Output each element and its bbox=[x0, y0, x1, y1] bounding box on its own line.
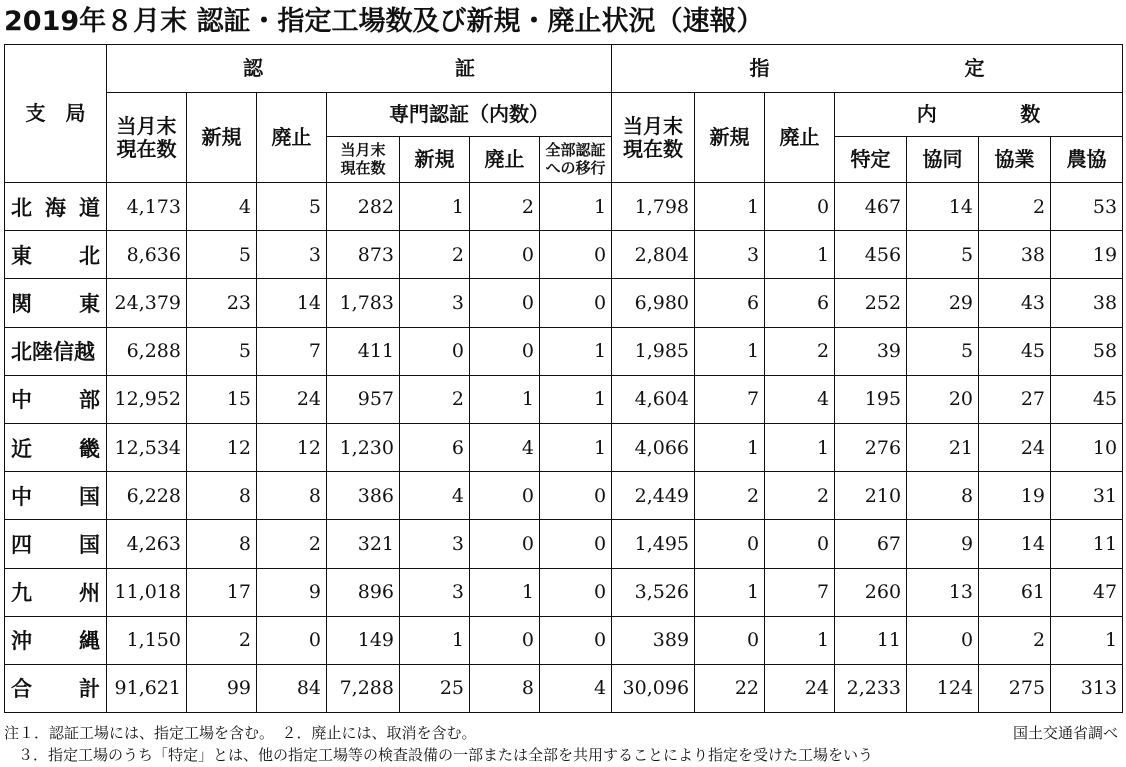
cell-value: 1 bbox=[540, 327, 612, 375]
cell-value: 6,288 bbox=[107, 327, 187, 375]
branch-name bbox=[5, 183, 107, 231]
cell-value: 0 bbox=[470, 520, 540, 568]
cell-value: 2 bbox=[695, 472, 765, 520]
header-spec-transfer: 全部認証 への移行 bbox=[540, 137, 612, 183]
cell-value: 25 bbox=[400, 664, 470, 712]
cell-value: 45 bbox=[1051, 375, 1123, 423]
branch-char: 縄 bbox=[79, 629, 100, 654]
header-spec-abolish: 廃止 bbox=[470, 137, 540, 183]
cell-value: 0 bbox=[765, 183, 835, 231]
branch-char: 国 bbox=[79, 484, 100, 509]
cell-value: 252 bbox=[835, 279, 907, 327]
branch-char: 部 bbox=[79, 388, 100, 413]
cell-value: 0 bbox=[540, 520, 612, 568]
cell-value: 0 bbox=[695, 520, 765, 568]
cell-value: 4 bbox=[765, 375, 835, 423]
branch-name bbox=[5, 616, 107, 664]
cell-value: 957 bbox=[327, 375, 400, 423]
cell-value: 4 bbox=[470, 423, 540, 471]
cell-value: 0 bbox=[470, 327, 540, 375]
header-desig-new: 新規 bbox=[695, 93, 765, 183]
cell-value: 27 bbox=[979, 375, 1051, 423]
branch-name bbox=[5, 520, 107, 568]
table-body bbox=[5, 183, 1123, 713]
cell-value: 12,534 bbox=[107, 423, 187, 471]
cell-value: 6,228 bbox=[107, 472, 187, 520]
cell-value: 91,621 bbox=[107, 664, 187, 712]
cell-value: 124 bbox=[907, 664, 979, 712]
cell-value: 896 bbox=[327, 568, 400, 616]
cell-value: 2 bbox=[979, 616, 1051, 664]
cell-value: 10 bbox=[1051, 423, 1123, 471]
cell-value: 1,783 bbox=[327, 279, 400, 327]
cell-value: 39 bbox=[835, 327, 907, 375]
cell-value: 3 bbox=[400, 279, 470, 327]
table-row bbox=[5, 231, 1123, 279]
cell-value: 47 bbox=[1051, 568, 1123, 616]
cell-value: 8 bbox=[470, 664, 540, 712]
cell-value: 386 bbox=[327, 472, 400, 520]
cell-value: 389 bbox=[612, 616, 695, 664]
table-row bbox=[5, 664, 1123, 712]
cell-value: 3 bbox=[257, 231, 327, 279]
cell-value: 5 bbox=[907, 327, 979, 375]
table-row bbox=[5, 279, 1123, 327]
cell-value: 15 bbox=[187, 375, 257, 423]
cell-value: 3 bbox=[400, 520, 470, 568]
table-row bbox=[5, 520, 1123, 568]
branch-char: 海 bbox=[45, 195, 66, 220]
cell-value: 6 bbox=[400, 423, 470, 471]
table-row bbox=[5, 472, 1123, 520]
cell-value: 0 bbox=[540, 472, 612, 520]
cell-value: 1 bbox=[540, 423, 612, 471]
cell-value: 2 bbox=[187, 616, 257, 664]
cell-value: 1 bbox=[765, 616, 835, 664]
cell-value: 31 bbox=[1051, 472, 1123, 520]
cell-value: 313 bbox=[1051, 664, 1123, 712]
cell-value: 4,066 bbox=[612, 423, 695, 471]
cell-value: 4 bbox=[400, 472, 470, 520]
cell-value: 17 bbox=[187, 568, 257, 616]
cell-value: 24 bbox=[765, 664, 835, 712]
header-nokyo: 農協 bbox=[1051, 137, 1123, 183]
cell-value: 7 bbox=[695, 375, 765, 423]
branch-name bbox=[5, 375, 107, 423]
cell-value: 321 bbox=[327, 520, 400, 568]
cell-value: 0 bbox=[695, 616, 765, 664]
cell-value: 873 bbox=[327, 231, 400, 279]
cell-value: 1 bbox=[1051, 616, 1123, 664]
footnotes bbox=[4, 722, 1122, 766]
cell-value: 0 bbox=[540, 568, 612, 616]
cell-value: 24 bbox=[257, 375, 327, 423]
footnote-3: ３．指定工場のうち「特定」とは、他の指定工場等の検査設備の一部または全部を共用することにより指定を受けた工場をいう bbox=[18, 746, 874, 764]
cell-value: 0 bbox=[470, 231, 540, 279]
branch-char: 近 bbox=[11, 436, 32, 461]
cell-value: 2 bbox=[257, 520, 327, 568]
header-kyodo: 協同 bbox=[907, 137, 979, 183]
header-cert-new: 新規 bbox=[187, 93, 257, 183]
branch-char: 北陸信越 bbox=[11, 340, 95, 365]
cell-value: 53 bbox=[1051, 183, 1123, 231]
cell-value: 2,233 bbox=[835, 664, 907, 712]
page-title: 2019年８月末 認証・指定工場数及び新規・廃止状況（速報） bbox=[4, 6, 764, 37]
header-kyogyo: 協業 bbox=[979, 137, 1051, 183]
cell-value: 0 bbox=[400, 327, 470, 375]
branch-char: 中 bbox=[11, 484, 32, 509]
cell-value: 0 bbox=[470, 279, 540, 327]
header-desig-abolish: 廃止 bbox=[765, 93, 835, 183]
cell-value: 30,096 bbox=[612, 664, 695, 712]
cell-value: 8 bbox=[187, 472, 257, 520]
cell-value: 7 bbox=[257, 327, 327, 375]
cell-value: 22 bbox=[695, 664, 765, 712]
header-desig-current: 当月末 現在数 bbox=[612, 93, 695, 183]
branch-char: 州 bbox=[79, 581, 100, 606]
cell-value: 0 bbox=[470, 472, 540, 520]
cell-value: 1 bbox=[695, 183, 765, 231]
cell-value: 0 bbox=[470, 616, 540, 664]
cell-value: 1 bbox=[695, 327, 765, 375]
branch-char: 関 bbox=[11, 291, 32, 316]
cell-value: 43 bbox=[979, 279, 1051, 327]
cell-value: 260 bbox=[835, 568, 907, 616]
cell-value: 2 bbox=[400, 375, 470, 423]
table-row bbox=[5, 423, 1123, 471]
cell-value: 12,952 bbox=[107, 375, 187, 423]
cell-value: 3,526 bbox=[612, 568, 695, 616]
cell-value: 99 bbox=[187, 664, 257, 712]
cell-value: 4,173 bbox=[107, 183, 187, 231]
header-inner-count: 内 数 bbox=[835, 93, 1123, 137]
cell-value: 467 bbox=[835, 183, 907, 231]
cell-value: 3 bbox=[400, 568, 470, 616]
branch-char: 東 bbox=[79, 291, 100, 316]
cell-value: 1,985 bbox=[612, 327, 695, 375]
branch-char: 四 bbox=[11, 532, 32, 557]
cell-value: 6,980 bbox=[612, 279, 695, 327]
cell-value: 6 bbox=[765, 279, 835, 327]
cell-value: 8,636 bbox=[107, 231, 187, 279]
cell-value: 1 bbox=[540, 375, 612, 423]
cell-value: 1 bbox=[540, 183, 612, 231]
cell-value: 456 bbox=[835, 231, 907, 279]
branch-name bbox=[5, 327, 107, 375]
cell-value: 0 bbox=[540, 279, 612, 327]
cell-value: 1,230 bbox=[327, 423, 400, 471]
branch-char: 畿 bbox=[79, 436, 100, 461]
branch-char: 東 bbox=[11, 243, 32, 268]
cell-value: 11 bbox=[835, 616, 907, 664]
cell-value: 12 bbox=[257, 423, 327, 471]
cell-value: 14 bbox=[979, 520, 1051, 568]
cell-value: 7 bbox=[765, 568, 835, 616]
cell-value: 8 bbox=[907, 472, 979, 520]
cell-value: 275 bbox=[979, 664, 1051, 712]
header-tokutei: 特定 bbox=[835, 137, 907, 183]
cell-value: 0 bbox=[257, 616, 327, 664]
branch-char: 中 bbox=[11, 388, 32, 413]
cell-value: 1 bbox=[765, 231, 835, 279]
cell-value: 1,150 bbox=[107, 616, 187, 664]
header-branch: 支 局 bbox=[5, 45, 107, 183]
cell-value: 2 bbox=[765, 327, 835, 375]
cell-value: 61 bbox=[979, 568, 1051, 616]
branch-char: 沖 bbox=[11, 629, 32, 654]
cell-value: 19 bbox=[979, 472, 1051, 520]
table-row bbox=[5, 183, 1123, 231]
cell-value: 45 bbox=[979, 327, 1051, 375]
cell-value: 13 bbox=[907, 568, 979, 616]
cell-value: 4 bbox=[540, 664, 612, 712]
cell-value: 24 bbox=[979, 423, 1051, 471]
branch-char: 道 bbox=[79, 195, 100, 220]
branch-name bbox=[5, 279, 107, 327]
cell-value: 0 bbox=[907, 616, 979, 664]
cell-value: 2 bbox=[765, 472, 835, 520]
cell-value: 58 bbox=[1051, 327, 1123, 375]
cell-value: 24,379 bbox=[107, 279, 187, 327]
cell-value: 29 bbox=[907, 279, 979, 327]
table-row bbox=[5, 616, 1123, 664]
table-row bbox=[5, 327, 1123, 375]
cell-value: 14 bbox=[907, 183, 979, 231]
branch-char: 北 bbox=[79, 243, 100, 268]
header-cert-current: 当月末 現在数 bbox=[107, 93, 187, 183]
header-spec-current: 当月末 現在数 bbox=[327, 137, 400, 183]
cell-value: 1 bbox=[400, 616, 470, 664]
cell-value: 21 bbox=[907, 423, 979, 471]
cell-value: 11,018 bbox=[107, 568, 187, 616]
cell-value: 38 bbox=[1051, 279, 1123, 327]
cell-value: 8 bbox=[257, 472, 327, 520]
cell-value: 0 bbox=[540, 231, 612, 279]
cell-value: 2 bbox=[979, 183, 1051, 231]
branch-char: 計 bbox=[79, 677, 100, 702]
cell-value: 282 bbox=[327, 183, 400, 231]
footnote-1-2: 注１．認証工場には、指定工場を含む。 ２．廃止には、取消を含む。 bbox=[4, 724, 477, 742]
cell-value: 1 bbox=[400, 183, 470, 231]
cell-value: 5 bbox=[257, 183, 327, 231]
cell-value: 4,263 bbox=[107, 520, 187, 568]
cell-value: 38 bbox=[979, 231, 1051, 279]
table-row bbox=[5, 568, 1123, 616]
cell-value: 4,604 bbox=[612, 375, 695, 423]
cell-value: 8 bbox=[187, 520, 257, 568]
cell-value: 1 bbox=[695, 423, 765, 471]
cell-value: 1 bbox=[695, 568, 765, 616]
table-row bbox=[5, 375, 1123, 423]
cell-value: 1 bbox=[765, 423, 835, 471]
cell-value: 20 bbox=[907, 375, 979, 423]
cell-value: 9 bbox=[257, 568, 327, 616]
cell-value: 5 bbox=[907, 231, 979, 279]
cell-value: 0 bbox=[765, 520, 835, 568]
cell-value: 1 bbox=[470, 375, 540, 423]
header-cert-abolish: 廃止 bbox=[257, 93, 327, 183]
cell-value: 276 bbox=[835, 423, 907, 471]
cell-value: 5 bbox=[187, 231, 257, 279]
cell-value: 9 bbox=[907, 520, 979, 568]
branch-name bbox=[5, 423, 107, 471]
cell-value: 12 bbox=[187, 423, 257, 471]
branch-name bbox=[5, 568, 107, 616]
cell-value: 4 bbox=[187, 183, 257, 231]
branch-char: 国 bbox=[79, 532, 100, 557]
cell-value: 195 bbox=[835, 375, 907, 423]
header-spec-new: 新規 bbox=[400, 137, 470, 183]
cell-value: 6 bbox=[695, 279, 765, 327]
cell-value: 19 bbox=[1051, 231, 1123, 279]
branch-char: 合 bbox=[11, 677, 32, 702]
cell-value: 0 bbox=[540, 616, 612, 664]
cell-value: 1,798 bbox=[612, 183, 695, 231]
cell-value: 2 bbox=[400, 231, 470, 279]
cell-value: 5 bbox=[187, 327, 257, 375]
header-certification-group: 認 証 bbox=[107, 45, 612, 93]
cell-value: 2,804 bbox=[612, 231, 695, 279]
cell-value: 23 bbox=[187, 279, 257, 327]
header-specialized: 専門認証（内数） bbox=[327, 93, 612, 137]
cell-value: 3 bbox=[695, 231, 765, 279]
cell-value: 14 bbox=[257, 279, 327, 327]
cell-value: 1,495 bbox=[612, 520, 695, 568]
cell-value: 2,449 bbox=[612, 472, 695, 520]
branch-name bbox=[5, 664, 107, 712]
cell-value: 1 bbox=[470, 568, 540, 616]
cell-value: 7,288 bbox=[327, 664, 400, 712]
branch-name bbox=[5, 231, 107, 279]
factory-stats-table bbox=[4, 44, 1123, 713]
cell-value: 84 bbox=[257, 664, 327, 712]
cell-value: 210 bbox=[835, 472, 907, 520]
branch-char: 九 bbox=[11, 581, 32, 606]
cell-value: 149 bbox=[327, 616, 400, 664]
cell-value: 11 bbox=[1051, 520, 1123, 568]
cell-value: 67 bbox=[835, 520, 907, 568]
header-designation-group: 指 定 bbox=[612, 45, 1123, 93]
branch-char: 北 bbox=[11, 195, 32, 220]
cell-value: 411 bbox=[327, 327, 400, 375]
branch-name bbox=[5, 472, 107, 520]
cell-value: 2 bbox=[470, 183, 540, 231]
source-credit: 国土交通省調べ bbox=[1012, 724, 1118, 742]
